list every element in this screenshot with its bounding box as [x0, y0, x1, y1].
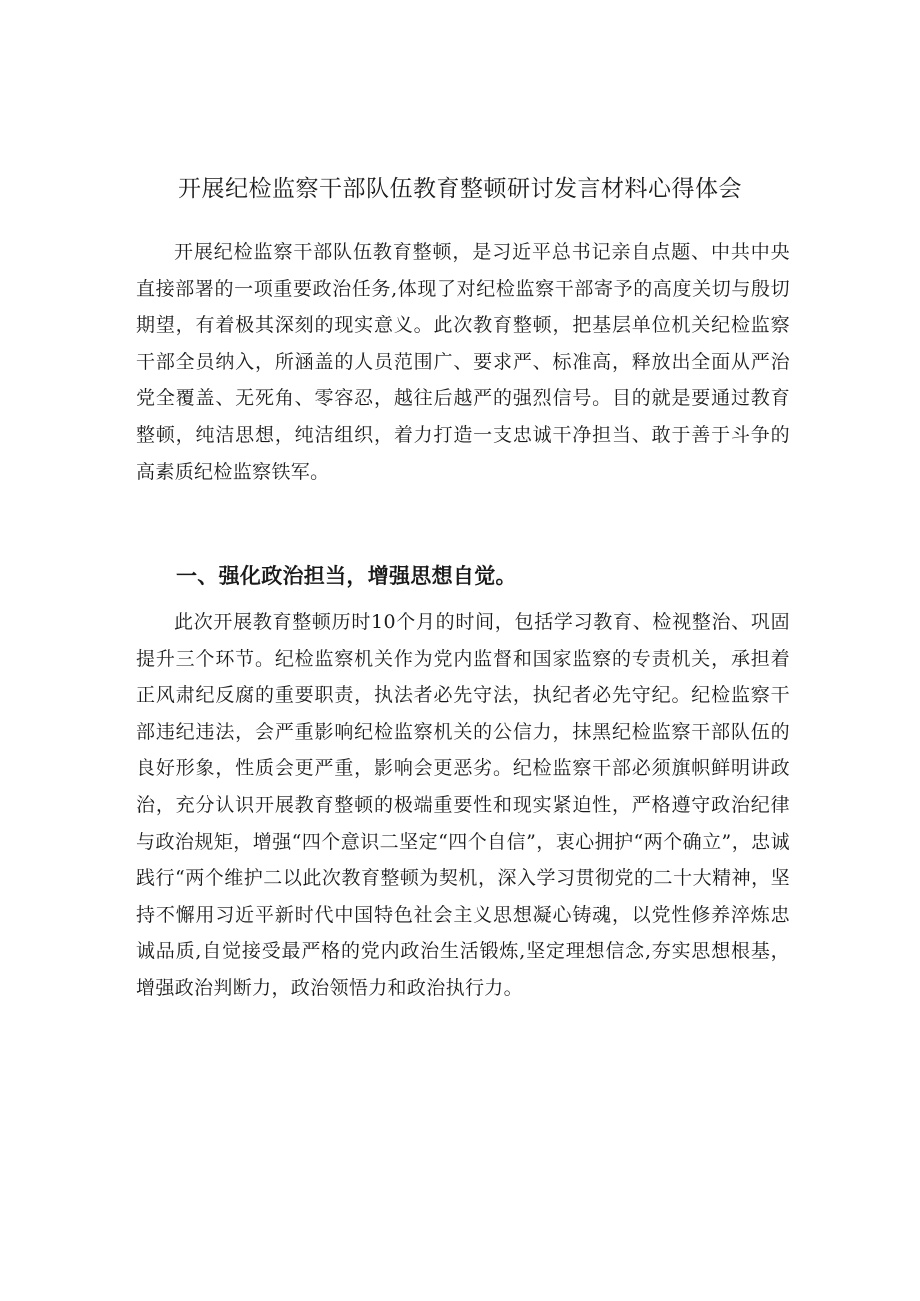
- document-title: 开展纪检监察干部队伍教育整顿研讨发言材料心得体会: [178, 176, 742, 202]
- intro-paragraph: 开展纪检监察干部队伍教育整顿，是习近平总书记亲自点题、中共中央直接部署的一项重要政治任务,体现了对纪检监察干部寄予的高度关切与殷切期望，有着极其深刻的现实意义。此次教育整顿，把基层单位机关纪检监察干部全员纳入，所涵盖的人员范围广、要求严、标准高，释放出全面从严治党全覆盖、无死角、零容忍，越往后越严的强烈信号。目的就是要通过教育整顿，纯洁思想，纯洁组织，着力打造一支忠诚干净担当、敢于善于斗争的高素质纪检监察铁军。: [136, 241, 790, 483]
- section-1-paragraph: 此次开展教育整顿历时10个月的时间，包括学习教育、检视整治、巩固提升三个环节。纪检监察机关作为党内监督和国家监察的专责机关，承担着正风肃纪反腐的重要职责，执法者必先守法，执纪者必先守纪。纪检监察干部违纪违法，会严重影响纪检监察机关的公信力，抹黑纪检监察干部队伍的良好形象，性质会更严重，影响会更恶劣。纪检监察干部必须旗帜鲜明讲政治，充分认识开展教育整顿的极端重要性和现实紧迫性，严格遵守政治纪律与政治规矩，增强“四个意识二坚定“四个自信”，衷心拥护“两个确立”，忠诚践行“两个维护二以此次教育整顿为契机，深入学习贯彻党的二十大精神，坚持不懈用习近平新时代中国特色社会主义思想凝心铸魂，以党性修养淬炼忠诚品质,自觉接受最严格的党内政治生活锻炼,坚定理想信念,夯实思想根基，增强政治判断力，政治领悟力和政治执行力。: [136, 611, 790, 999]
- section-heading-1: 一、强化政治担当，增强思想自觉。: [176, 564, 517, 588]
